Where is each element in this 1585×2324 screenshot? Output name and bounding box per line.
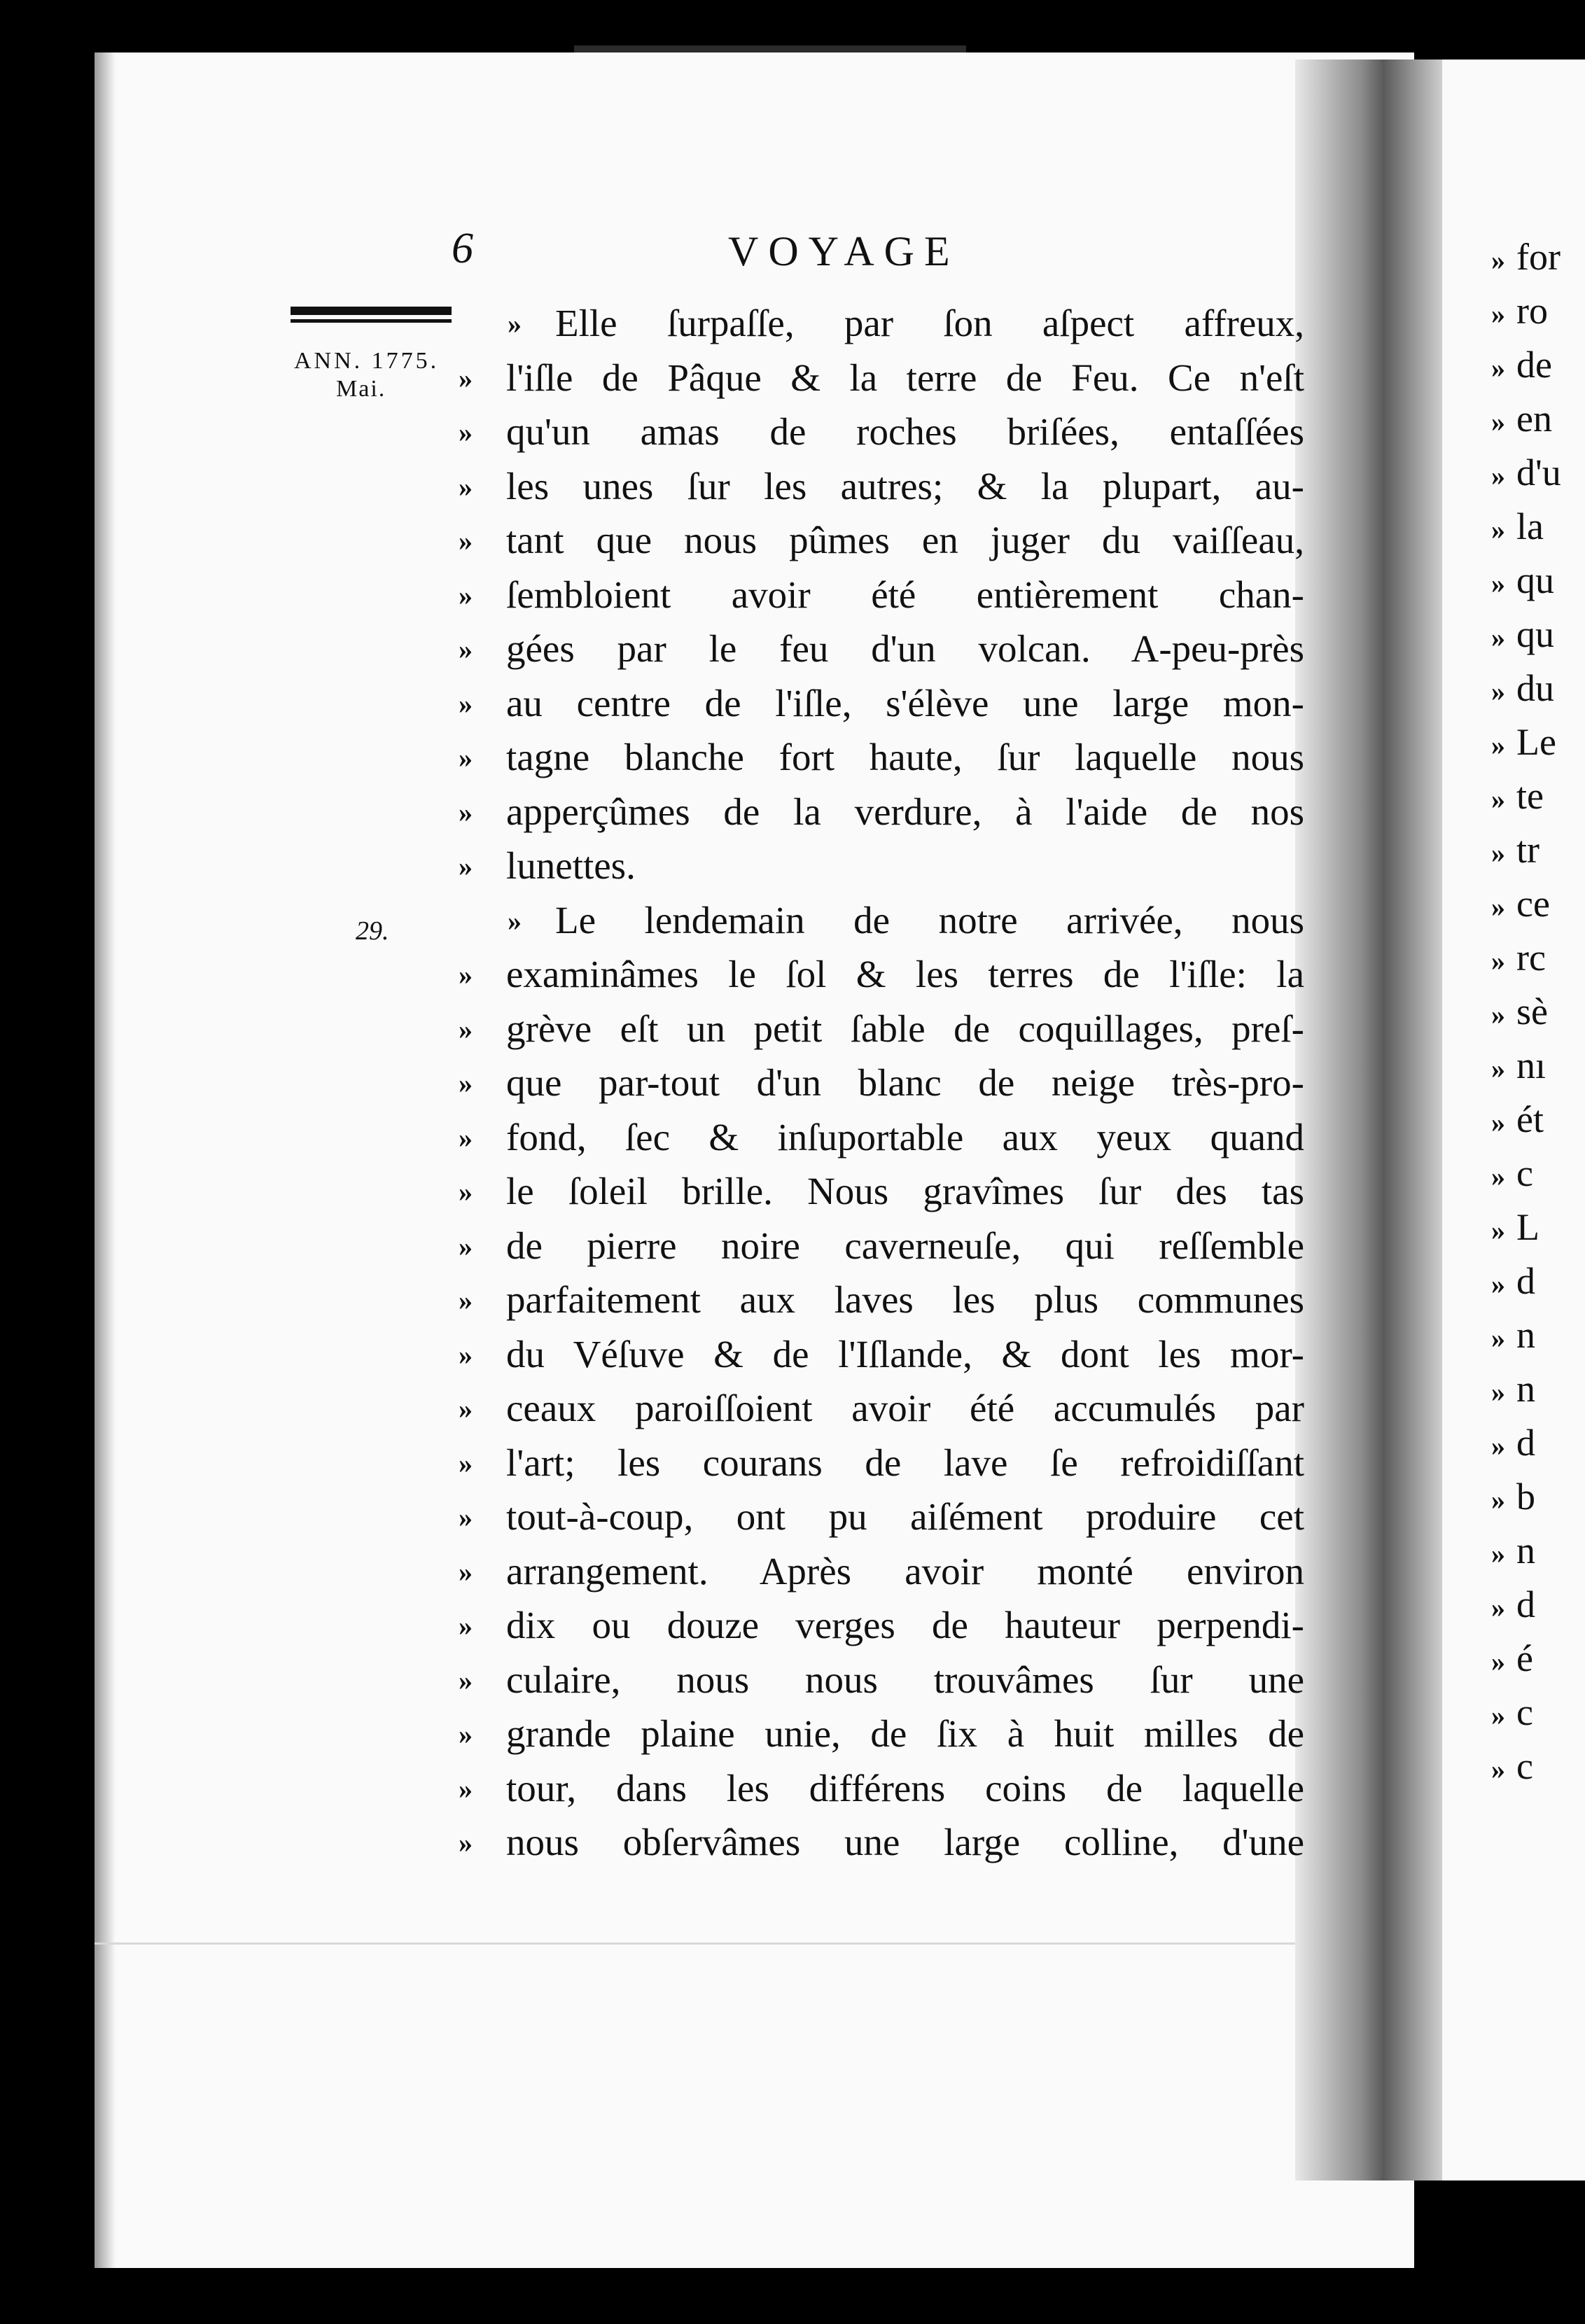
text-line xyxy=(459,1059,1309,1107)
line-text: de xyxy=(1516,344,1552,386)
line-text: culaire, nous nous trouvâmes ſur une xyxy=(506,1658,1304,1701)
text-line xyxy=(459,842,1309,890)
facing-text-line xyxy=(1491,1693,1533,1731)
quote-mark: » xyxy=(459,1827,473,1858)
quote-mark: » xyxy=(1491,1214,1505,1246)
line-text: tr xyxy=(1516,829,1539,871)
quote-mark: » xyxy=(1491,1268,1505,1300)
line-text: for xyxy=(1516,236,1560,278)
line-text: examinâmes le ſol & les terres de l'iſle: la xyxy=(506,953,1304,995)
quote-mark: » xyxy=(1491,1053,1505,1084)
facing-text-line xyxy=(1491,346,1552,384)
text-line xyxy=(459,1548,1309,1595)
line-text: tagne blanche fort haute, ſur laquelle nous xyxy=(506,736,1304,778)
facing-text-line xyxy=(1491,400,1552,438)
facing-text-line xyxy=(1491,885,1550,923)
text-line xyxy=(459,951,1309,998)
quote-mark: » xyxy=(1491,1754,1505,1785)
facing-text-line xyxy=(1491,1154,1533,1192)
line-text: qu'un amas de roches briſées, entaſſées xyxy=(506,410,1304,453)
text-line xyxy=(459,1331,1309,1378)
line-text: au centre de l'iſle, s'élève une large mon- xyxy=(506,681,1304,724)
text-line xyxy=(459,1114,1309,1161)
text-line xyxy=(459,1493,1309,1541)
facing-page xyxy=(1442,59,1585,2180)
facing-text-line xyxy=(1491,831,1539,869)
text-line xyxy=(459,897,1309,944)
quote-mark: » xyxy=(508,308,522,340)
quote-mark: » xyxy=(459,1555,473,1588)
facing-text-line xyxy=(1491,1530,1535,1572)
facing-text-line xyxy=(1491,1639,1533,1677)
margin-rule xyxy=(291,307,452,315)
quote-mark: » xyxy=(1491,568,1505,599)
line-text: ceaux paroiſſoient avoir été accumulés par xyxy=(506,1387,1304,1429)
line-text: n xyxy=(1516,1530,1535,1572)
quote-mark: » xyxy=(1491,1322,1505,1354)
line-text: apperçûmes de la verdure, à l'aide de nos xyxy=(506,790,1304,833)
facing-text-line xyxy=(1491,1262,1535,1300)
facing-text-line xyxy=(1491,1424,1535,1462)
quote-mark: » xyxy=(1491,999,1505,1030)
quote-mark: » xyxy=(459,1121,473,1154)
facing-text-line xyxy=(1491,1208,1539,1246)
line-text: l'art; les courans de lave ſe refroidiſſant xyxy=(506,1441,1304,1484)
facing-text-line xyxy=(1491,937,1546,979)
line-text: Le xyxy=(1516,721,1556,763)
quote-mark: » xyxy=(459,687,473,720)
text-line xyxy=(459,1656,1309,1704)
quote-mark: » xyxy=(459,1718,473,1750)
quote-mark: » xyxy=(1491,406,1505,438)
page-number: 6 xyxy=(452,225,473,272)
facing-text-line xyxy=(1491,1478,1535,1516)
line-text: n xyxy=(1516,1368,1535,1410)
line-text: Le lendemain de notre arrivée, nous xyxy=(555,898,1304,941)
quote-mark: » xyxy=(1491,945,1505,976)
line-text: te xyxy=(1516,775,1544,817)
text-line xyxy=(459,571,1309,619)
quote-mark: » xyxy=(1491,1538,1505,1569)
line-text: qu xyxy=(1516,559,1554,601)
margin-note-month: Mai. xyxy=(336,376,386,402)
quote-mark: » xyxy=(1491,729,1505,761)
quote-mark: » xyxy=(459,1664,473,1696)
line-text: d xyxy=(1516,1422,1535,1464)
line-text: que par-tout d'un blanc de neige très-pro- xyxy=(506,1061,1304,1104)
line-text: de pierre noire caverneuſe, qui reſſemble xyxy=(506,1224,1304,1267)
quote-mark: » xyxy=(459,1284,473,1316)
text-line xyxy=(459,354,1309,402)
line-text: ét xyxy=(1516,1098,1544,1140)
facing-text-line xyxy=(1491,292,1548,330)
quote-mark: » xyxy=(1491,783,1505,815)
quote-mark: » xyxy=(459,1338,473,1371)
line-text: ro xyxy=(1516,290,1548,332)
text-line xyxy=(459,463,1309,510)
quote-mark: » xyxy=(1491,514,1505,545)
line-text: ce xyxy=(1516,883,1550,925)
line-text: grève eſt un petit ſable de coquillages, preſ- xyxy=(506,1007,1304,1050)
quote-mark: » xyxy=(459,362,473,394)
quote-mark: » xyxy=(459,1393,473,1424)
line-text: tour, dans les différens coins de laquelle xyxy=(506,1766,1304,1809)
text-line xyxy=(459,1710,1309,1758)
facing-text-line xyxy=(1491,723,1556,761)
line-text: nous obſervâmes une large colline, d'une xyxy=(506,1821,1304,1863)
line-text: d xyxy=(1516,1260,1535,1302)
line-text: gées par le feu d'un volcan. A-peu-près xyxy=(506,627,1304,670)
quote-mark: » xyxy=(459,1447,473,1479)
quote-mark: » xyxy=(459,1772,473,1805)
line-text: fond, ſec & inſuportable aux yeux quand xyxy=(506,1115,1304,1158)
line-text: dix ou douze verges de hauteur perpendi- xyxy=(506,1604,1304,1646)
text-line xyxy=(459,680,1309,727)
quote-mark: » xyxy=(1491,352,1505,384)
line-text: b xyxy=(1516,1476,1535,1518)
quote-mark: » xyxy=(1491,1700,1505,1731)
line-text: d xyxy=(1516,1583,1535,1625)
line-text: c xyxy=(1516,1152,1533,1194)
line-text: n xyxy=(1516,1314,1535,1356)
text-line xyxy=(459,625,1309,673)
text-line xyxy=(459,788,1309,836)
text-line xyxy=(459,300,1309,347)
facing-text-line xyxy=(1491,238,1560,276)
quote-mark: » xyxy=(1491,1430,1505,1462)
quote-mark: » xyxy=(1491,622,1505,653)
line-text: le ſoleil brille. Nous gravîmes ſur des tas xyxy=(506,1170,1304,1212)
line-text: Elle ſurpaſſe, par ſon aſpect affreux, xyxy=(555,302,1304,344)
line-text: ſembloient avoir été entièrement chan- xyxy=(506,573,1304,616)
facing-text-line xyxy=(1491,1100,1544,1138)
quote-mark: » xyxy=(1491,298,1505,330)
top-binding-edge xyxy=(574,46,966,52)
line-text: rc xyxy=(1516,937,1546,979)
facing-text-line xyxy=(1491,1370,1535,1408)
quote-mark: » xyxy=(459,1230,473,1262)
line-text: lunettes. xyxy=(506,844,636,887)
text-line xyxy=(459,1222,1309,1270)
quote-mark: » xyxy=(459,634,473,665)
line-text: les unes ſur les autres; & la plupart, au- xyxy=(506,464,1304,507)
text-line xyxy=(459,734,1309,781)
quote-mark: » xyxy=(459,470,473,503)
facing-text-line xyxy=(1491,1046,1546,1084)
quote-mark: » xyxy=(1491,1376,1505,1408)
text-line xyxy=(459,1005,1309,1053)
line-text: nı xyxy=(1516,1044,1546,1086)
quote-mark: » xyxy=(459,525,473,556)
line-text: qu xyxy=(1516,613,1554,655)
text-line xyxy=(459,1602,1309,1649)
facing-text-line xyxy=(1491,451,1561,493)
text-line xyxy=(459,1819,1309,1866)
quote-mark: » xyxy=(459,850,473,882)
quote-mark: » xyxy=(459,416,473,448)
text-line xyxy=(459,517,1309,564)
line-text: L xyxy=(1516,1206,1539,1248)
line-text: d'u xyxy=(1516,451,1561,493)
margin-rule-thin xyxy=(291,319,452,323)
book-gutter xyxy=(1295,59,1442,2180)
quote-mark: » xyxy=(1491,891,1505,923)
page-edge-line xyxy=(95,1942,1414,1945)
text-line xyxy=(459,1385,1309,1432)
line-text: l'iſle de Pâque & la terre de Feu. Ce n'eſt xyxy=(506,356,1304,399)
quote-mark: » xyxy=(459,1068,473,1099)
line-text: c xyxy=(1516,1745,1533,1787)
quote-mark: » xyxy=(459,742,473,774)
line-text: arrangement. Après avoir monté environ xyxy=(506,1549,1304,1592)
quote-mark: » xyxy=(1491,676,1505,707)
line-text: parfaitement aux laves les plus communes xyxy=(506,1278,1304,1321)
quote-mark: » xyxy=(1491,460,1505,491)
facing-text-line xyxy=(1491,615,1554,653)
quote-mark: » xyxy=(459,1502,473,1533)
quote-mark: » xyxy=(508,904,522,937)
running-head: VOYAGE xyxy=(728,228,960,274)
line-text: en xyxy=(1516,398,1552,440)
line-text: la xyxy=(1516,505,1544,547)
text-line xyxy=(459,1439,1309,1487)
line-text: grande plaine unie, de ſix à huit milles de xyxy=(506,1712,1304,1755)
line-text: c xyxy=(1516,1691,1533,1733)
line-text: du xyxy=(1516,667,1554,709)
quote-mark: » xyxy=(1491,1161,1505,1192)
quote-mark: » xyxy=(459,1013,473,1045)
facing-text-line xyxy=(1491,561,1554,599)
quote-mark: » xyxy=(1491,1484,1505,1516)
facing-text-line xyxy=(1491,507,1544,545)
quote-mark: » xyxy=(459,959,473,990)
quote-mark: » xyxy=(1491,1646,1505,1677)
facing-text-line xyxy=(1491,777,1544,815)
facing-text-line xyxy=(1491,1583,1535,1625)
quote-mark: » xyxy=(459,1610,473,1642)
line-text: tant que nous pûmes en juger du vaiſſeau, xyxy=(506,519,1304,561)
text-line xyxy=(459,1765,1309,1812)
facing-text-line xyxy=(1491,1316,1535,1354)
text-line xyxy=(459,1168,1309,1215)
facing-text-line xyxy=(1491,669,1554,707)
margin-note-year: ANN. 1775. xyxy=(294,348,440,374)
line-text: du Véſuve & de l'Iſlande, & dont les mor- xyxy=(506,1332,1304,1376)
facing-text-line xyxy=(1491,990,1548,1032)
line-text: é xyxy=(1516,1637,1533,1679)
quote-mark: » xyxy=(1491,837,1505,869)
quote-mark: » xyxy=(1491,1592,1505,1623)
quote-mark: » xyxy=(459,1176,473,1208)
facing-text-line xyxy=(1491,1747,1533,1785)
line-text: tout-à-coup, ont pu aiſément produire cet xyxy=(506,1495,1304,1538)
quote-mark: » xyxy=(459,579,473,611)
line-text: sè xyxy=(1516,990,1548,1032)
text-line xyxy=(459,1276,1309,1324)
text-line xyxy=(459,408,1309,456)
quote-mark: » xyxy=(1491,244,1505,276)
margin-note-day: 29. xyxy=(356,916,389,946)
quote-mark: » xyxy=(459,796,473,828)
quote-mark: » xyxy=(1491,1107,1505,1138)
